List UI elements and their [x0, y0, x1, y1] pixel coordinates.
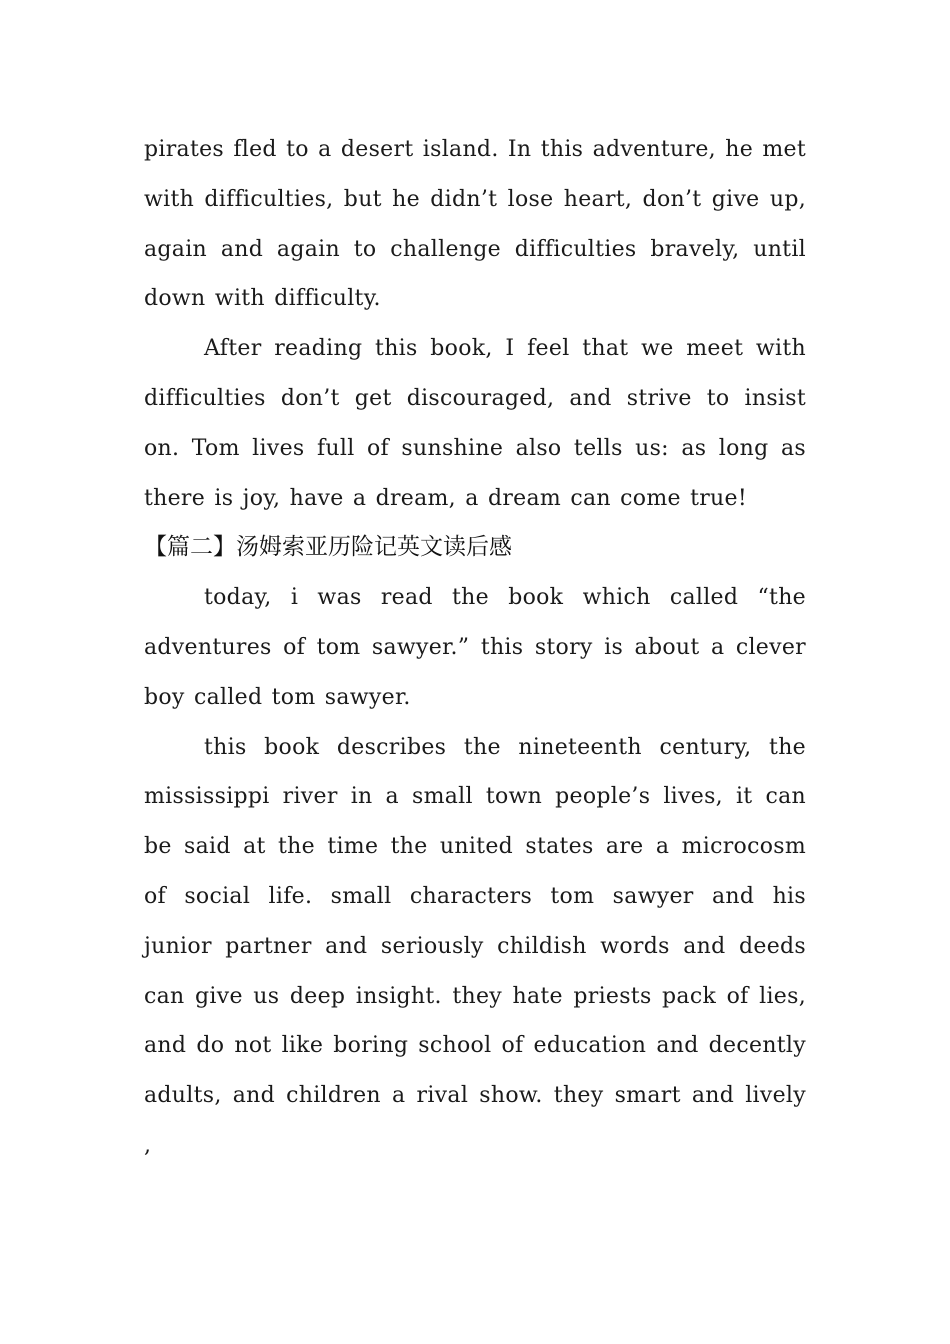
paragraph-continuation: pirates fled to a desert island. In this adventure, he met with difficulties, but he didn’t lose heart, don’t give up, again and again to challenge difficulties bravely, until down with difficulty. [144, 137, 806, 312]
paragraph-today: today, i was read the book which called “the adventures of tom sawyer.” this story is about a clever boy called tom sawyer. [144, 585, 806, 710]
document-body [144, 125, 806, 1171]
paragraph-after-reading: After reading this book, I feel that we meet with difficulties don’t get discouraged, and strive to insist on. Tom lives full of sunshine also tells us: as long as there is joy, have a dream, a dream can come true! [144, 336, 806, 511]
section-heading: 【篇二】汤姆索亚历险记英文读后感 [144, 534, 512, 561]
paragraph-book-describes: this book describes the nineteenth century, the mississippi river in a small town people’s lives, it can be said at the time the united states are a microcosm of social life. small characters tom sawyer and his junior partner and seriously childish words and deeds can give us deep insight. they hate priests pack of lies, and do not like boring school of education and decently adults, and children a rival show. they smart and lively , [144, 734, 806, 1158]
